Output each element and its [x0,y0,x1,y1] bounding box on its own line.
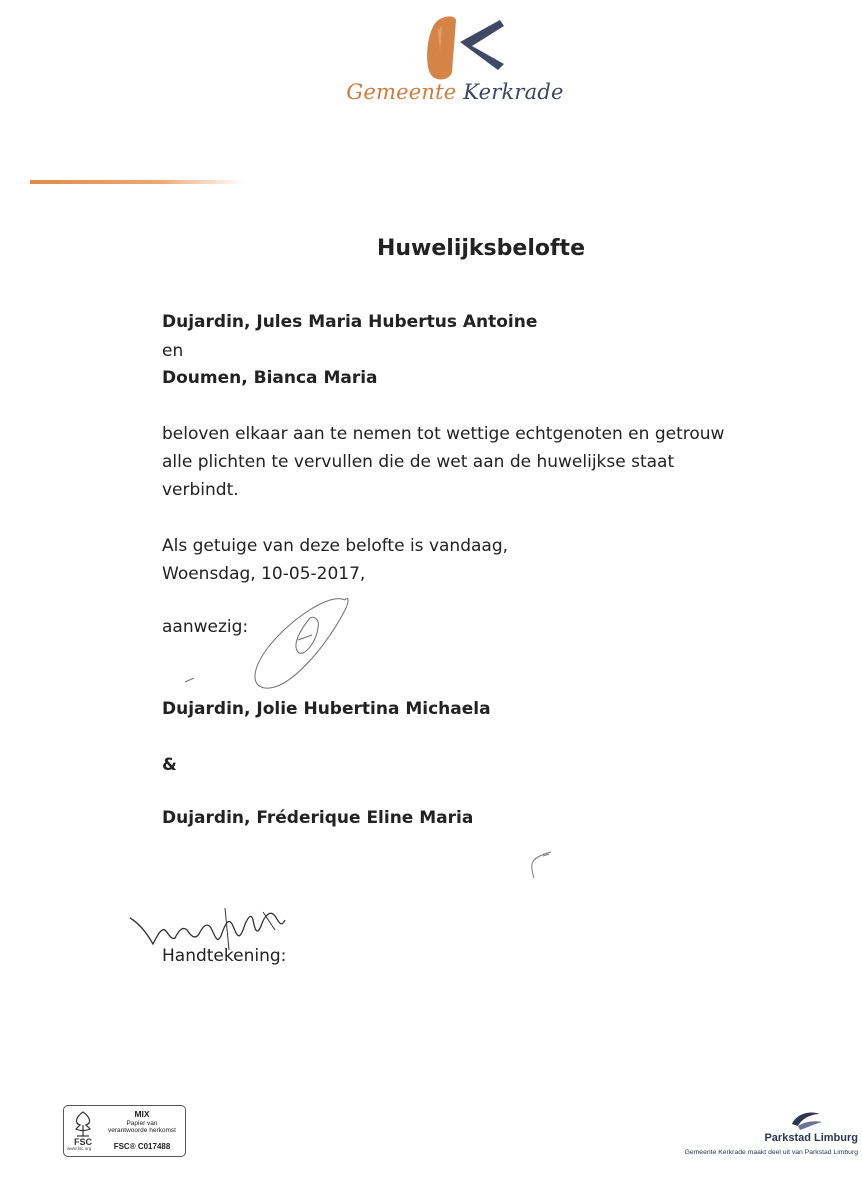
parkstad-subtext: Gemeente Kerkrade maakt deel uit van Parkstad Limburg [684,1149,858,1156]
municipality-wordmark [300,80,610,104]
header-divider [30,180,245,184]
pen-mark-icon [525,848,555,882]
promise-line-1: beloven elkaar aan te nemen tot wettige echtgenoten en getrouw [162,424,725,444]
fsc-acronym: FSC [74,1137,92,1147]
wordmark-kerkrade: Kerkrade [463,80,564,104]
promise-line-3: verbindt. [162,480,239,500]
promise-paragraph [162,420,812,504]
conjunction-en: en [162,341,184,361]
partner-1-name: Dujardin, Jules Maria Hubertus Antoine [162,312,538,332]
witness-2-name: Dujardin, Fréderique Eline Maria [162,808,474,828]
present-label: aanwezig: [162,617,249,637]
parkstad-logo-icon [788,1108,824,1132]
fsc-code: FSC® C017488 [113,1142,171,1151]
kerkrade-logo-icon [412,12,508,82]
signature-label: Handtekening: [162,946,287,966]
parkstad-name: Parkstad Limburg [764,1132,858,1144]
promise-line-2: alle plichten te vervullen die de wet aan de huwelijkse staat [162,452,675,472]
fsc-mix: MIX [134,1109,150,1119]
ampersand: & [162,755,177,775]
witness-line-1: Als getuige van deze belofte is vandaag, [162,536,509,556]
fsc-label [63,1105,186,1157]
officiant-signature-icon [180,590,360,700]
fsc-website: www.fsc.org [67,1146,92,1151]
document-title: Huwelijksbelofte [376,236,585,261]
wordmark-gemeente: Gemeente [346,80,457,104]
witness-date-line: Woensdag, 10-05-2017, [162,564,366,584]
witness-1-name: Dujardin, Jolie Hubertina Michaela [162,699,491,719]
partner-2-name: Doumen, Bianca Maria [162,368,378,388]
witness-paragraph [162,532,812,588]
fsc-line-2: verantwoorde herkomst [108,1127,176,1134]
fsc-line-1: Papier van [126,1120,158,1127]
